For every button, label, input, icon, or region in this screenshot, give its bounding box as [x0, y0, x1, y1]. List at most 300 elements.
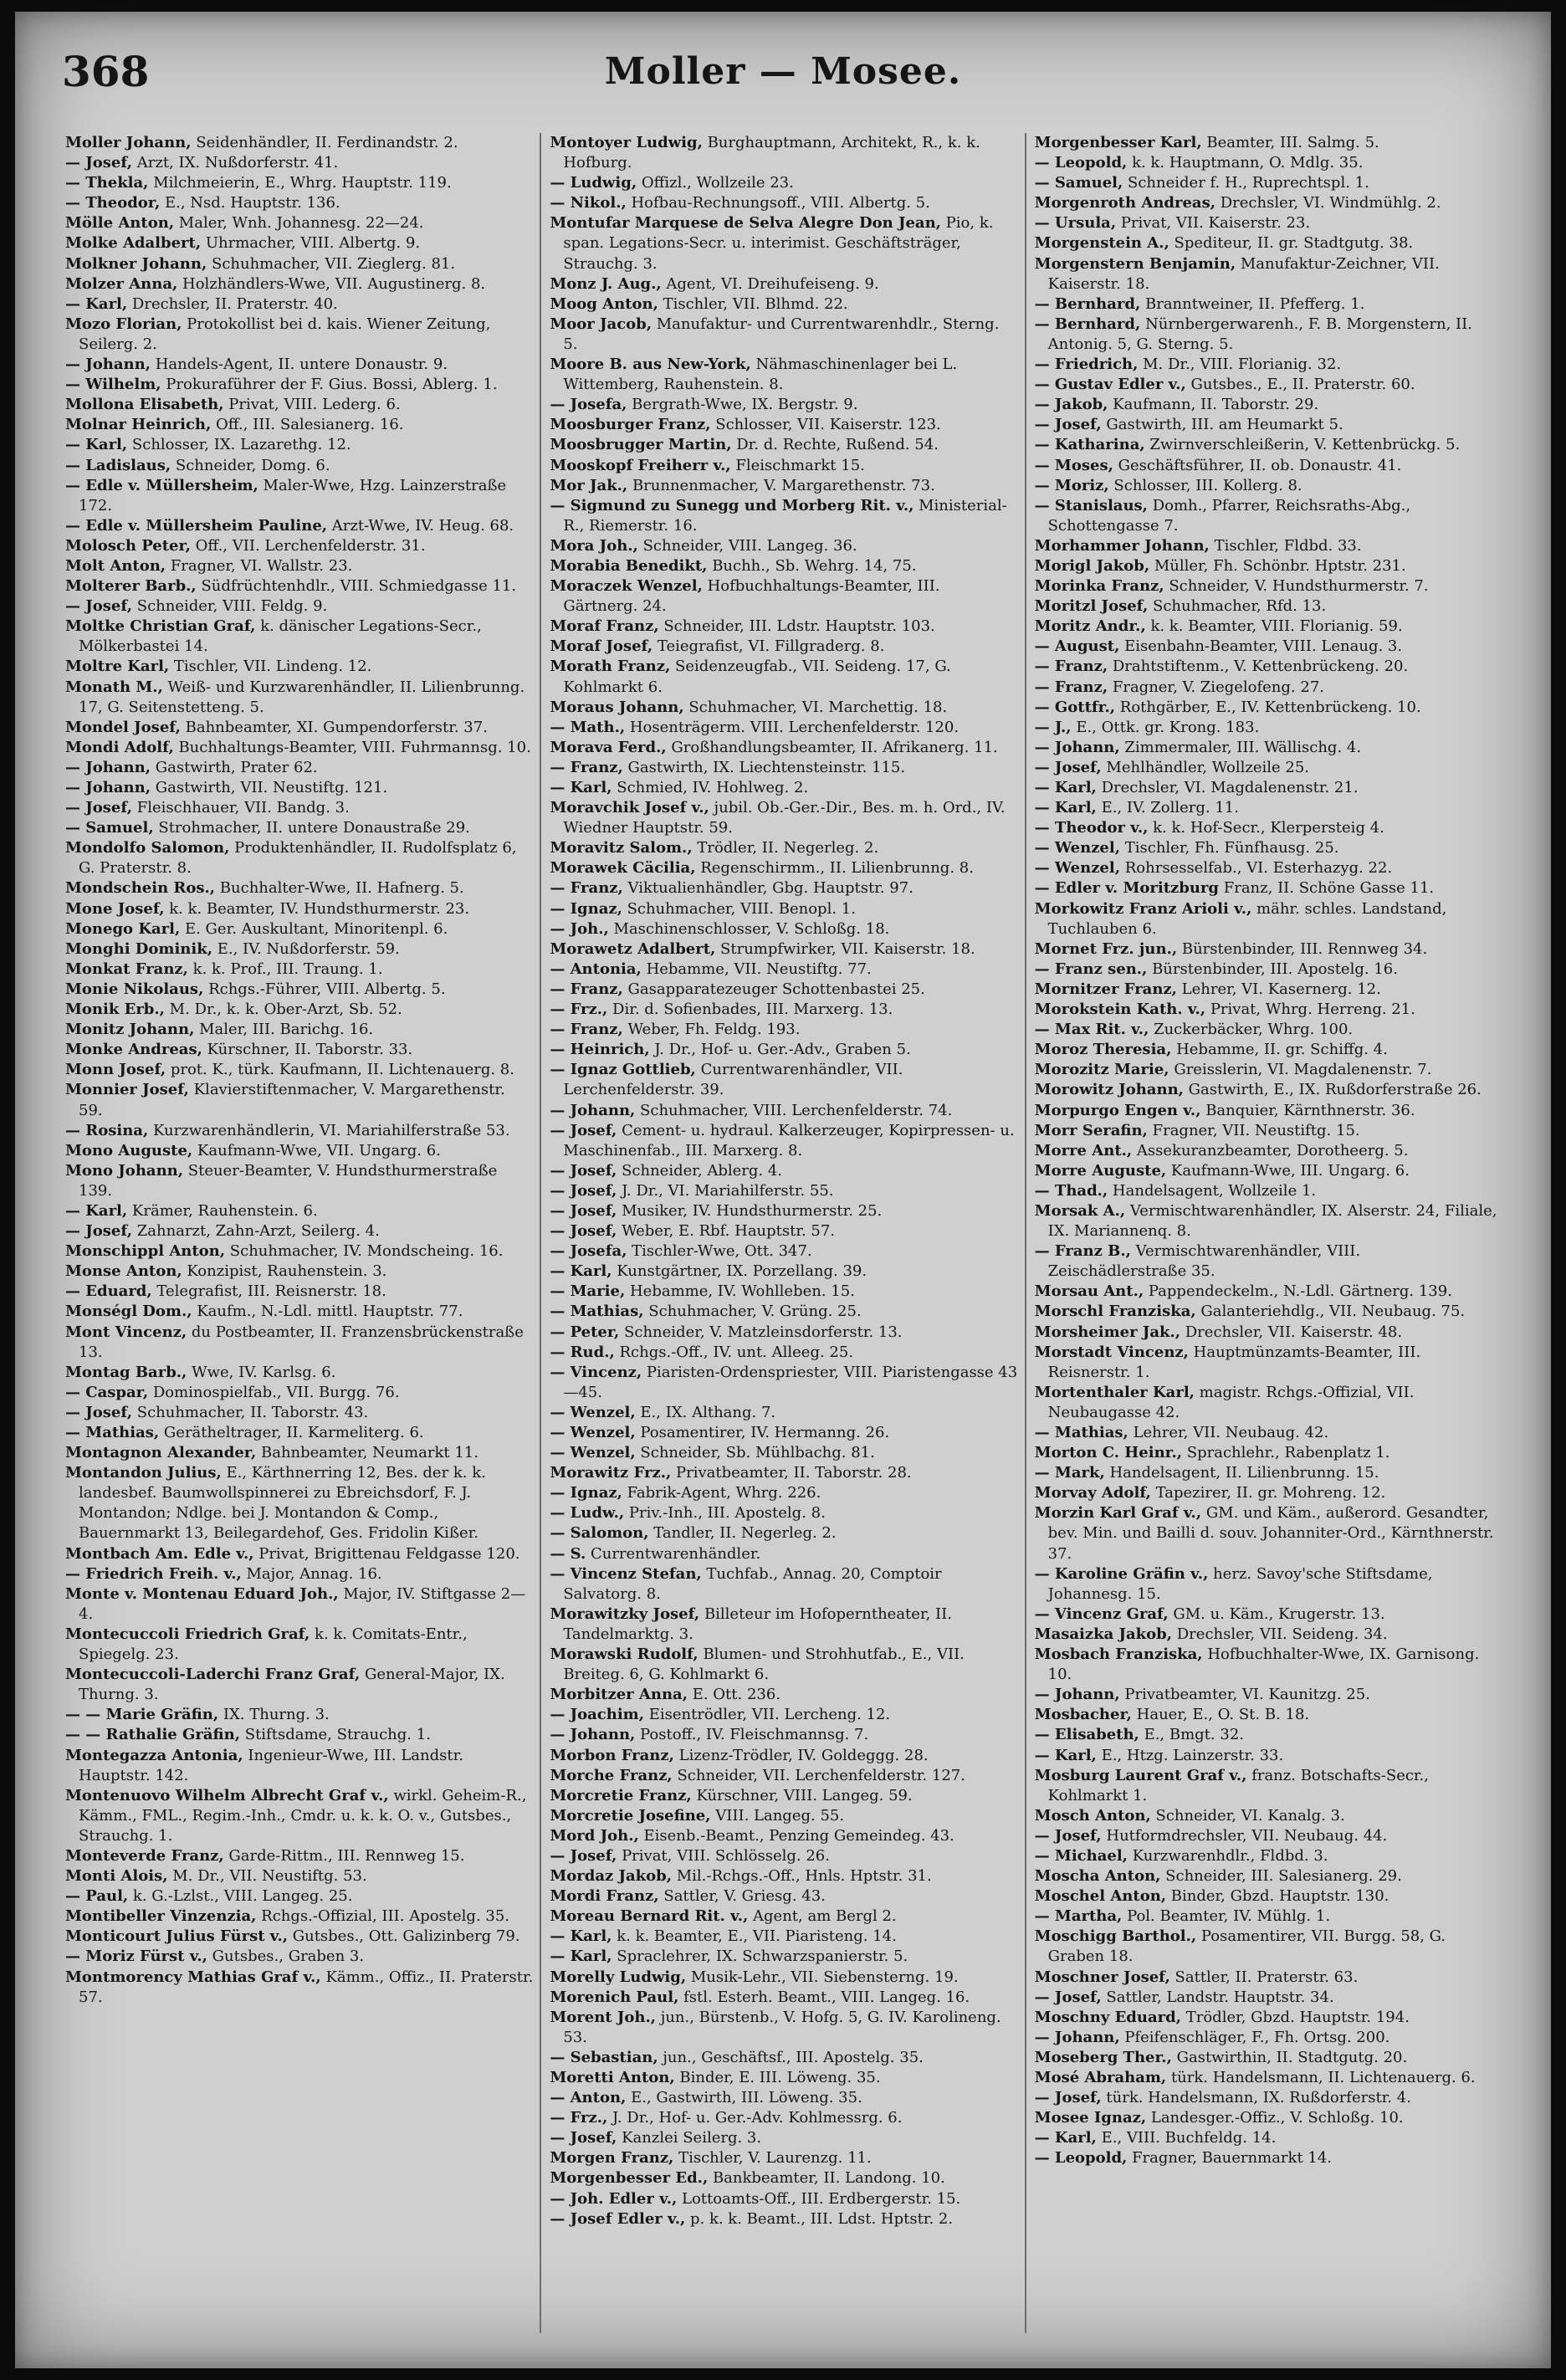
entry-detail: Gastwirth, E., IX. Rußdorferstraße 26. [1188, 1081, 1482, 1099]
directory-entry [550, 1645, 1017, 1685]
entry-detail: Schuhmacher, II. Taborstr. 43. [136, 1403, 369, 1421]
entry-name: Moschel Anton, [1034, 1887, 1167, 1906]
entry-detail: p. k. k. Beamt., III. Ldst. Hptstr. 2. [689, 2209, 954, 2228]
entry-detail: Schlosser, III. Kollerg. 8. [1113, 476, 1302, 494]
directory-entry [65, 1564, 533, 1584]
directory-entry [550, 2148, 1017, 2168]
directory-entry [1035, 878, 1502, 898]
directory-entry [1035, 1968, 1502, 1988]
directory-entry [1035, 2128, 1502, 2148]
entry-detail: M. Dr., VIII. Florianig. 32. [1143, 356, 1342, 374]
directory-entry [65, 1060, 533, 1080]
entry-detail: k. dänischer Legations-Secr., Mölkerbastei 14. [79, 617, 482, 656]
directory-entry [65, 596, 533, 617]
entry-detail: Agent, VI. Dreihufeiseng. 9. [666, 274, 879, 293]
column-1 [65, 133, 541, 2333]
entry-detail: k. k. Comitats-Entr., Spiegelg. 23. [79, 1625, 468, 1664]
directory-entry [65, 838, 533, 878]
entry-name: Monségl Dom., [65, 1303, 192, 1321]
entry-detail: Sattler, II. Praterstr. 63. [1174, 1968, 1359, 1986]
entry-name: — Katharina, [1034, 436, 1145, 454]
entry-name: — Joh., [550, 919, 609, 938]
entry-name: Mondolfo Salomon, [65, 839, 230, 857]
entry-detail: Regenschirmm., II. Lilienbrunng. 8. [700, 859, 974, 878]
directory-columns [65, 133, 1509, 2333]
entry-detail: Maler-Wwe, Hzg. Lainzerstraße 172. [79, 476, 507, 514]
directory-entry [65, 980, 533, 1000]
directory-entry [65, 1040, 533, 1060]
entry-name: Mosbach Franziska, [1034, 1646, 1203, 1664]
directory-entry [1035, 1423, 1502, 1443]
entry-detail: Privat, VII. Kaiserstr. 23. [1120, 214, 1311, 233]
entry-detail: Arzt, IX. Nußdorferstr. 41. [136, 154, 339, 172]
entry-detail: Viktualienhändler, Gbg. Hauptstr. 97. [627, 879, 914, 898]
directory-entry [1035, 2048, 1502, 2068]
entry-name: — Eduard, [65, 1282, 152, 1301]
directory-entry [1035, 1161, 1502, 1181]
entry-detail: Fleischhauer, VII. Bandg. 3. [136, 799, 350, 817]
directory-entry [550, 133, 1017, 173]
entry-detail: Rchgs.-Führer, VIII. Albertg. 5. [208, 980, 446, 998]
entry-detail: Dr. d. Rechte, Rußend. 54. [736, 436, 939, 454]
directory-entry [1035, 1564, 1502, 1605]
directory-entry [1035, 395, 1502, 415]
directory-entry [550, 1181, 1017, 1201]
entry-detail: M. Dr., k. k. Ober-Arzt, Sb. 52. [169, 1001, 402, 1019]
entry-detail: Assekuranzbeamter, Dorotheerg. 5. [1136, 1141, 1409, 1159]
entry-name: Moltke Christian Graf, [65, 617, 256, 636]
directory-entry [65, 1443, 533, 1463]
entry-name: Morokstein Kath. v., [1034, 1001, 1206, 1019]
entry-name: Morcretie Franz, [550, 1786, 692, 1804]
entry-name: — Salomon, [550, 1524, 649, 1543]
entry-name: — Josef, [1034, 758, 1102, 776]
directory-entry [65, 395, 533, 415]
entry-detail: Binder, E. III. Löweng. 35. [679, 2069, 881, 2086]
entry-detail: J. Dr., Hof- u. Ger.-Adv., Graben 5. [654, 1041, 911, 1059]
entry-name: Montecuccoli-Laderchi Franz Graf, [65, 1666, 361, 1684]
entry-detail: herz. Savoy'sche Stiftsdame, Johannesg. 15. [1047, 1564, 1433, 1603]
entry-name: Morton C. Heinr., [1034, 1444, 1183, 1462]
directory-entry [550, 738, 1017, 758]
entry-detail: Protokollist bei d. kais. Wiener Zeitung, Seilerg. 2. [79, 315, 491, 353]
directory-entry [1035, 1988, 1502, 2008]
entry-name: Morenich Paul, [550, 1988, 679, 2006]
directory-entry [1035, 1343, 1502, 1383]
entry-name: Mosburg Laurent Graf v., [1034, 1766, 1247, 1784]
entry-name: — Josef, [65, 154, 132, 172]
entry-detail: fstl. Esterh. Beamt., VIII. Langeg. 16. [683, 1988, 970, 2006]
entry-detail: Schneider, III. Ldstr. Hauptstr. 103. [663, 617, 935, 636]
entry-name: — Josef, [550, 1181, 617, 1200]
entry-name: — Karl, [1034, 799, 1097, 817]
entry-name: Monke Andreas, [65, 1041, 202, 1059]
entry-detail: Schneider, VI. Kanalg. 3. [1155, 1806, 1345, 1825]
entry-name: — Johann, [1034, 738, 1120, 756]
directory-entry [550, 2168, 1017, 2188]
directory-entry [65, 1947, 533, 1967]
entry-name: — Karl, [550, 779, 612, 796]
entry-name: — Wenzel, [1034, 839, 1120, 857]
directory-entry [65, 213, 533, 233]
directory-entry [550, 456, 1017, 476]
entry-name: Monkat Franz, [65, 960, 188, 978]
entry-name: — Franz, [1034, 658, 1108, 676]
entry-name: — Edler v. Moritzburg [1034, 879, 1219, 898]
entry-detail: M. Dr., VII. Neustiftg. 53. [172, 1867, 367, 1886]
entry-detail: Bergrath-Wwe, IX. Bergstr. 9. [632, 396, 858, 414]
entry-name: Mor Jak., [550, 476, 628, 494]
entry-detail: Konzipist, Rauhenstein. 3. [187, 1262, 387, 1281]
entry-detail: Spediteur, II. gr. Stadtgutg. 38. [1174, 234, 1414, 253]
directory-entry [65, 1705, 533, 1725]
entry-detail: IX. Thurng. 3. [223, 1706, 330, 1724]
directory-entry [1035, 818, 1502, 838]
directory-entry [550, 1564, 1017, 1605]
directory-entry [1035, 133, 1502, 153]
entry-name: — Josef, [550, 1222, 617, 1241]
entry-detail: Mil.-Rchgs.-Off., Hnls. Hptstr. 31. [676, 1867, 932, 1886]
entry-name: Mosbacher, [1034, 1706, 1132, 1724]
entry-name: Montbach Am. Edle v., [65, 1544, 254, 1563]
directory-entry [65, 738, 533, 758]
directory-page [15, 12, 1551, 2368]
directory-entry [65, 758, 533, 778]
entry-detail: Binder, Gbzd. Hauptstr. 130. [1170, 1887, 1389, 1906]
entry-name: — Josef, [1034, 2089, 1102, 2107]
entry-name: Morgenstern Benjamin, [1034, 254, 1236, 273]
entry-detail: Schneider f. H., Ruprechtspl. 1. [1128, 174, 1369, 192]
directory-entry [550, 1241, 1017, 1262]
entry-name: Monik Erb., [65, 1001, 165, 1019]
entry-detail: Pappendeckelm., N.-Ldl. Gärtnerg. 139. [1148, 1282, 1452, 1301]
directory-entry [65, 456, 533, 476]
entry-detail: J. Dr., VI. Mariahilferstr. 55. [622, 1181, 834, 1200]
entry-name: Moschigg Barthol., [1034, 1927, 1197, 1946]
entry-name: Morgenbesser Ed., [550, 2169, 709, 2188]
entry-name: Morath Franz, [550, 658, 671, 676]
entry-name: Mono Johann, [65, 1161, 184, 1180]
directory-entry [550, 2088, 1017, 2108]
entry-name: Morzin Karl Graf v., [1034, 1504, 1202, 1523]
entry-detail: Drechsler, VII. Seideng. 34. [1176, 1625, 1388, 1643]
entry-name: — Franz, [550, 758, 623, 776]
entry-name: — Franz, [1034, 678, 1108, 696]
entry-name: — Antonia, [550, 960, 642, 978]
entry-detail: Eisenb.-Beamt., Penzing Gemeindeg. 43. [643, 1826, 954, 1845]
directory-entry [1035, 1685, 1502, 1705]
directory-entry [550, 213, 1017, 274]
entry-name: Morhammer Johann, [1034, 536, 1210, 555]
directory-entry [1035, 496, 1502, 536]
directory-entry [550, 858, 1017, 878]
directory-entry [65, 1262, 533, 1282]
directory-entry [1035, 1927, 1502, 1967]
entry-detail: Telegrafist, III. Reisnerstr. 18. [156, 1282, 386, 1301]
directory-entry [550, 476, 1017, 496]
entry-name: Moosburger Franz, [550, 416, 711, 434]
directory-entry [550, 919, 1017, 939]
entry-detail: Kunstgärtner, IX. Porzellang. 39. [617, 1262, 867, 1281]
entry-detail: franz. Botschafts-Secr., Kohlmarkt 1. [1047, 1766, 1429, 1804]
entry-name: — Moses, [1034, 456, 1113, 474]
entry-detail: Hauptmünzamts-Beamter, III. Reisnerstr. 1. [1047, 1343, 1421, 1381]
entry-name: Moraf Franz, [550, 617, 659, 636]
directory-entry [550, 496, 1017, 536]
entry-name: — Ludwig, [550, 174, 637, 192]
directory-entry [550, 1846, 1017, 1866]
directory-entry [550, 1523, 1017, 1543]
entry-detail: Krämer, Rauhenstein. 6. [131, 1201, 318, 1220]
entry-name: Morvay Adolf, [1034, 1484, 1151, 1502]
entry-detail: Beamter, III. Salmg. 5. [1206, 134, 1379, 151]
entry-name: Montufar Marquese de Selva Alegre Don Jean, [550, 214, 941, 233]
directory-entry [1035, 838, 1502, 858]
entry-name: — Karl, [1034, 2129, 1097, 2147]
directory-entry [1035, 1866, 1502, 1886]
directory-entry [1035, 1846, 1502, 1866]
entry-detail: Schneider, III. Salesianerg. 29. [1165, 1867, 1402, 1886]
entry-detail: Postoff., IV. Fleischmannsg. 7. [640, 1726, 869, 1744]
entry-detail: Posamentirer, VII. Burgg. 58, G. Graben 18. [1047, 1927, 1446, 1966]
entry-detail: jun., Bürstenb., V. Hofg. 5, G. IV. Karolineng. 53. [563, 2008, 1001, 2046]
directory-entry [550, 778, 1017, 798]
entry-detail: Manufaktur- und Currentwarenhdlr., Sterng. 5. [563, 315, 1000, 353]
entry-detail: k. k. Prof., III. Traung. 1. [192, 960, 383, 978]
directory-entry [1035, 2108, 1502, 2128]
directory-entry [550, 1988, 1017, 2008]
entry-name: — Joh. Edler v., [550, 2189, 678, 2208]
entry-name: Morawetz Adalbert, [550, 939, 716, 958]
entry-name: — Karl, [550, 1262, 612, 1281]
directory-entry [1035, 1000, 1502, 1020]
directory-entry [550, 1040, 1017, 1060]
entry-detail: Eisentrödler, VII. Lercheng. 12. [648, 1706, 891, 1724]
entry-name: — Josef, [550, 1161, 617, 1180]
entry-name: — Vincenz, [550, 1363, 642, 1381]
directory-entry [65, 1403, 533, 1423]
entry-detail: Lottoamts-Off., III. Erdbergerstr. 15. [682, 2189, 961, 2208]
entry-detail: Kämm., Offiz., II. Praterstr. 57. [79, 1968, 534, 2006]
entry-name: Monie Nikolaus, [65, 980, 204, 998]
entry-name: Moltre Karl, [65, 658, 170, 676]
directory-entry [65, 1121, 533, 1141]
directory-entry [1035, 1383, 1502, 1423]
entry-detail: E., IX. Althang. 7. [640, 1403, 776, 1421]
directory-entry [65, 173, 533, 193]
entry-name: — Vincenz Graf, [1034, 1605, 1169, 1623]
entry-detail: Currentwarenhändler, VII. Lerchenfelderstr. 39. [563, 1061, 903, 1099]
directory-entry [550, 1968, 1017, 1988]
directory-entry [550, 1020, 1017, 1040]
entry-name: Monz J. Aug., [550, 274, 662, 293]
entry-name: — Moriz Fürst v., [65, 1948, 207, 1966]
directory-entry [550, 1947, 1017, 1967]
entry-detail: Hebamme, II. gr. Schiffg. 4. [1176, 1041, 1388, 1059]
directory-entry [1035, 1483, 1502, 1503]
entry-name: — Mathias, [1034, 1424, 1128, 1441]
entry-detail: Sprachlehr., Rabenplatz 1. [1186, 1444, 1390, 1462]
entry-name: — Ignaz, [550, 1484, 622, 1502]
directory-entry [550, 415, 1017, 435]
entry-detail: Burghauptmann, Architekt, R., k. k. Hofburg. [563, 134, 980, 172]
entry-detail: Kanzlei Seilerg. 3. [622, 2129, 762, 2147]
entry-detail: Nähmaschinenlager bei L. Wittemberg, Rauhenstein. 8. [563, 356, 958, 394]
entry-detail: Schmied, IV. Hohlweg. 2. [617, 779, 809, 796]
entry-name: — Leopold, [1034, 154, 1128, 172]
entry-detail: Strumpfwirker, VII. Kaiserstr. 18. [720, 939, 975, 958]
entry-detail: Schlosser, VII. Kaiserstr. 123. [715, 416, 941, 434]
entry-detail: Tischler, VII. Blhmd. 22. [663, 294, 848, 313]
entry-detail: Greisslerin, VI. Magdalenenstr. 7. [1174, 1061, 1432, 1079]
entry-detail: Produktenhändler, II. Rudolfsplatz 6, G. Praterstr. 8. [79, 839, 517, 878]
directory-entry [550, 1826, 1017, 1846]
entry-name: Mondi Adolf, [65, 738, 174, 756]
directory-entry [65, 435, 533, 455]
directory-entry [1035, 233, 1502, 253]
entry-detail: Handelsagent, II. Lilienbrunng. 15. [1109, 1464, 1379, 1482]
entry-detail: Billeteur im Hofoperntheater, II. Tandelmarktg. 3. [563, 1605, 952, 1643]
entry-name: Morgen Franz, [550, 2149, 674, 2168]
directory-entry [65, 1786, 533, 1846]
entry-name: Morpurgo Engen v., [1034, 1101, 1201, 1119]
entry-detail: Arzt-Wwe, IV. Heug. 68. [331, 516, 514, 535]
directory-entry [1035, 1746, 1502, 1766]
entry-name: — Josef, [550, 1121, 617, 1139]
directory-entry [550, 637, 1017, 657]
entry-detail: jun., Geschäftsf., III. Apostelg. 35. [663, 2048, 924, 2066]
entry-name: — Karl, [1034, 779, 1097, 796]
entry-detail: Tandler, II. Negerleg. 2. [653, 1524, 837, 1543]
entry-detail: Weber, E. Rbf. Hauptstr. 57. [622, 1222, 836, 1241]
entry-detail: Prokuraführer der F. Gius. Bossi, Ablerg. 1. [166, 376, 498, 394]
entry-name: Moore B. aus New-York, [550, 356, 751, 374]
entry-detail: Trödler, II. Negerleg. 2. [697, 839, 879, 857]
entry-name: — Max Rit. v., [1034, 1021, 1149, 1039]
entry-name: — Franz B., [1034, 1242, 1131, 1261]
entry-name: Morava Ferd., [550, 738, 667, 756]
entry-detail: Drechsler, VI. Windmühlg. 2. [1220, 194, 1441, 212]
entry-name: Morawitz Frz., [550, 1464, 672, 1482]
directory-entry [65, 1000, 533, 1020]
entry-name: Moosbrugger Martin, [550, 436, 732, 454]
entry-detail: Kaufmann, II. Taborstr. 29. [1113, 396, 1319, 414]
directory-entry [65, 1080, 533, 1120]
entry-name: — Josef, [1034, 1988, 1102, 2006]
entry-name: Moroz Theresia, [1034, 1041, 1172, 1059]
directory-entry [65, 678, 533, 718]
directory-entry [550, 274, 1017, 294]
entry-detail: Major, Annag. 16. [246, 1564, 382, 1583]
directory-entry [550, 315, 1017, 355]
entry-name: — J., [1034, 718, 1072, 736]
directory-entry [550, 2189, 1017, 2209]
entry-detail: Südfrüchtenhdlr., VIII. Schmiedgasse 11. [201, 577, 517, 596]
entry-name: — Josef, [550, 1846, 617, 1865]
entry-name: Molterer Barb., [65, 577, 197, 596]
entry-name: Mosé Abraham, [1034, 2069, 1167, 2086]
directory-entry [65, 1201, 533, 1221]
entry-detail: Rothgärber, E., IV. Kettenbrückeng. 10. [1119, 698, 1421, 716]
directory-entry [550, 1544, 1017, 1564]
entry-detail: E., IV. Zollerg. 11. [1101, 799, 1239, 817]
entry-detail: E., Kärthnerring 12, Bes. der k. k. landesbef. Baumwollspinnerei zu Ebreichsdorf, F. J. Montandon; Ndlge. bei J. Montandon & Comp., Bauernmarkt 13, Beilegardehof, Ges. Fridolin Kißer. [79, 1464, 486, 1543]
directory-entry [65, 233, 533, 253]
entry-name: Moretti Anton, [550, 2069, 675, 2086]
entry-name: — Samuel, [1034, 174, 1123, 192]
entry-name: Morgenbesser Karl, [1034, 134, 1202, 151]
entry-detail: Mehlhändler, Wollzeile 25. [1106, 758, 1310, 776]
entry-detail: Kurzwarenhdlr., Fldbd. 3. [1132, 1846, 1328, 1865]
entry-detail: Drechsler, VII. Kaiserstr. 48. [1185, 1323, 1403, 1341]
entry-detail: Kaufmann-Wwe, VII. Ungarg. 6. [197, 1141, 441, 1159]
directory-entry [65, 1968, 533, 2008]
directory-entry [550, 1483, 1017, 1503]
entry-detail: Currentwarenhändler. [590, 1544, 761, 1563]
directory-entry [550, 899, 1017, 919]
directory-entry [1035, 1241, 1502, 1282]
directory-entry [550, 1161, 1017, 1181]
entry-name: Mord Joh., [550, 1826, 639, 1845]
entry-detail: Zuckerbäcker, Whrg. 100. [1154, 1021, 1354, 1039]
entry-detail: Hebamme, VII. Neustiftg. 77. [646, 960, 872, 978]
directory-entry [550, 2048, 1017, 2068]
directory-entry [1035, 375, 1502, 395]
directory-entry [65, 1302, 533, 1322]
entry-name: — Franz sen., [1034, 960, 1148, 978]
entry-name: — Gustav Edler v., [1034, 376, 1186, 394]
directory-entry [1035, 315, 1502, 355]
entry-name: — S. [550, 1544, 586, 1563]
entry-name: — Caspar, [65, 1383, 149, 1401]
entry-detail: Schuhmacher, VIII. Benopl. 1. [627, 899, 856, 918]
entry-detail: Geschäftsführer, II. ob. Donaustr. 41. [1118, 456, 1402, 474]
entry-name: Moschner Josef, [1034, 1968, 1170, 1986]
entry-detail: General-Major, IX. Thurng. 3. [79, 1666, 505, 1704]
entry-name: Morbitzer Anna, [550, 1686, 688, 1704]
entry-name: Monteverde Franz, [65, 1846, 224, 1865]
entry-name: Molnar Heinrich, [65, 416, 212, 434]
entry-detail: Klavierstiftenmacher, V. Margarethenstr. 59. [79, 1081, 505, 1119]
entry-name: — Thekla, [65, 174, 149, 192]
entry-detail: Kaufm., N.-Ldl. mittl. Hauptstr. 77. [197, 1303, 463, 1321]
entry-detail: Seidenzeugfab., VII. Seideng. 17, G. Kohlmarkt 6. [563, 658, 951, 696]
entry-name: Morgenroth Andreas, [1034, 194, 1215, 212]
directory-entry [1035, 1886, 1502, 1907]
directory-entry [1035, 2148, 1502, 2168]
entry-name: Morsau Ant., [1034, 1282, 1144, 1301]
entry-name: — Josef, [65, 1403, 132, 1421]
directory-entry [65, 798, 533, 818]
directory-entry [550, 1343, 1017, 1363]
directory-entry [550, 1000, 1017, 1020]
entry-detail: Privat, Brigittenau Feldgasse 120. [258, 1544, 520, 1563]
entry-name: Morent Joh., [550, 2008, 657, 2026]
directory-entry [65, 315, 533, 355]
entry-detail: Rchgs.-Offizial, III. Apostelg. 35. [261, 1907, 510, 1926]
entry-name: Monnier Josef, [65, 1081, 189, 1099]
directory-entry [1035, 858, 1502, 878]
entry-name: Morawek Cäcilia, [550, 859, 696, 878]
entry-detail: Privat, VIII. Schlösselg. 26. [622, 1846, 830, 1865]
directory-entry [1035, 778, 1502, 798]
directory-entry [550, 1262, 1017, 1282]
directory-entry [1035, 738, 1502, 758]
entry-detail: Gastwirth, VII. Neustiftg. 121. [155, 779, 388, 796]
entry-name: Montmorency Mathias Graf v., [65, 1968, 321, 1986]
entry-detail: Tischler, Fh. Fünfhausg. 25. [1124, 839, 1339, 857]
entry-detail: Privat, Whrg. Herreng. 21. [1210, 1001, 1415, 1019]
